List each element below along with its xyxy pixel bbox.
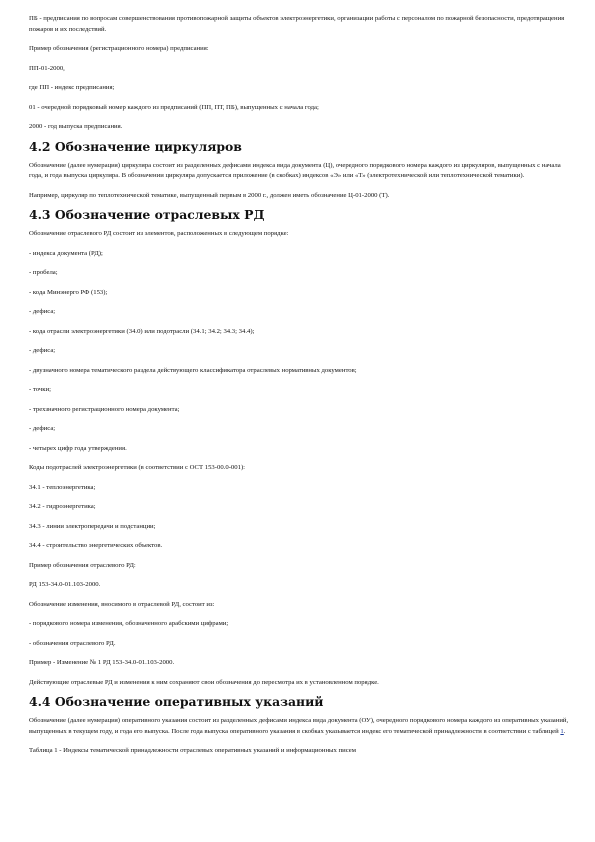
list-item: - дефиса; xyxy=(29,425,56,432)
change-item: - порядкового номера изменения, обозначенного арабскими цифрами; xyxy=(29,620,229,627)
section-4-2-para1: Обозначение (далее нумерация) циркуляра состоит из разделенных дефисами индекса вида документа (Ц), очередного порядкового номера каждого из циркуляров, выпущенных с начала года, и года выпуска циркуляра. В обозначении циркуляра допускается приложение (в скобках) индексов «Э» или «Т» (электротехнической или теплотехнической тематики). xyxy=(29,161,561,179)
list-item: - дефиса; xyxy=(29,308,56,315)
list-item: - пробела; xyxy=(29,269,58,276)
pb-definition: ПБ - предписания по вопросам совершенствования противопожарной защиты объектов электроэнергетики, организации работы с персоналом по пожарной безопасности, предотвращения пожаров и их последствий. xyxy=(29,15,565,33)
list-item: - кода Минэнерго РФ (153); xyxy=(29,288,108,296)
list-item: - двузначного номера тематического раздела действующего классификатора отраслевых нормативных документов; xyxy=(29,366,357,374)
section-4-3-heading: 4.3 Обозначение отраслевых РД xyxy=(29,207,265,222)
change-example: Пример - Изменение № 1 РД 153-34.0-01.103-2000. xyxy=(29,659,175,666)
rd-example-code: РД 153-34.0-01.103-2000. xyxy=(29,581,101,588)
section-4-2-para2: Например, циркуляр по теплотехнической тематике, выпущенный первым в 2000 г., должен иметь обозначение Ц-01-2000 (Т). xyxy=(29,191,390,199)
subsector-item: 34.1 - теплоэнергетика; xyxy=(29,483,96,491)
section-4-4-para1 xyxy=(29,716,569,737)
section-4-3-closing: Действующие отраслевые РД и изменения к ним сохраняют свои обозначения до пересмотра их в установленном порядке. xyxy=(29,678,379,686)
example-label: Пример обозначения (регистрационного номера) предписания: xyxy=(29,45,209,52)
table-1-link[interactable]: 1 xyxy=(560,727,564,735)
table-1-caption: Таблица 1 - Индексы тематической принадлежности отраслевых оперативных указаний и информационных писем xyxy=(29,747,356,754)
list-item: - кода отрасли электроэнергетики (34.0) или подотрасли (34.1; 34.2; 34.3; 34.4); xyxy=(29,327,255,335)
section-4-4-para1-end: . xyxy=(563,727,566,735)
section-4-3-intro: Обозначение отраслевого РД состоит из элементов, расположенных в следующем порядке: xyxy=(29,230,289,237)
section-4-4-para1-text: Обозначение (далее нумерация) оперативного указания состоит из разделенных дефисами индекса вида документа (ОУ), очередного порядкового номера каждого из оперативных указаний, выпущенных в текущем году, и года его выпуска. После года выпуска оперативного указания в скобках указывается индекс его тематической принадлежности в соответствии с таблицей xyxy=(29,717,569,735)
subsector-label: Коды подотраслей электроэнергетики (в соответствии с ОСТ 153-00.0-001): xyxy=(29,464,246,471)
list-item: - дефиса; xyxy=(29,347,56,354)
section-4-2-heading: 4.2 Обозначение циркуляров xyxy=(29,138,242,154)
document-page xyxy=(29,14,569,757)
subsector-item: 34.2 - гидроэнергетика; xyxy=(29,503,96,510)
subsector-item: 34.3 - линии электропередачи и подстанции; xyxy=(29,522,156,530)
change-item: - обозначения отраслевого РД. xyxy=(29,639,116,647)
list-item: - точки; xyxy=(29,386,51,393)
change-label: Обозначение изменения, вносимого в отраслевой РД, состоит из: xyxy=(29,600,215,608)
list-item: - индекса документа (РД); xyxy=(29,249,103,257)
example-code: ПП-01-2000, xyxy=(29,64,65,72)
list-item: - четырех цифр года утверждения. xyxy=(29,444,127,452)
section-4-4-heading: 4.4 Обозначение оперативных указаний xyxy=(29,694,324,709)
where-pp: где ПП - индекс предписания; xyxy=(29,84,115,91)
list-item: - трехзначного регистрационного номера документа; xyxy=(29,405,180,413)
subsector-item: 34.4 - строительство энергетических объектов. xyxy=(29,542,163,549)
where-01: 01 - очередной порядковый номер каждого из предписаний (ПП, ПТ, ПБ), выпущенных с начала года; xyxy=(29,103,319,111)
where-2000: 2000 - год выпуска предписания. xyxy=(29,123,123,130)
rd-example-label: Пример обозначения отраслевого РД: xyxy=(29,561,136,569)
